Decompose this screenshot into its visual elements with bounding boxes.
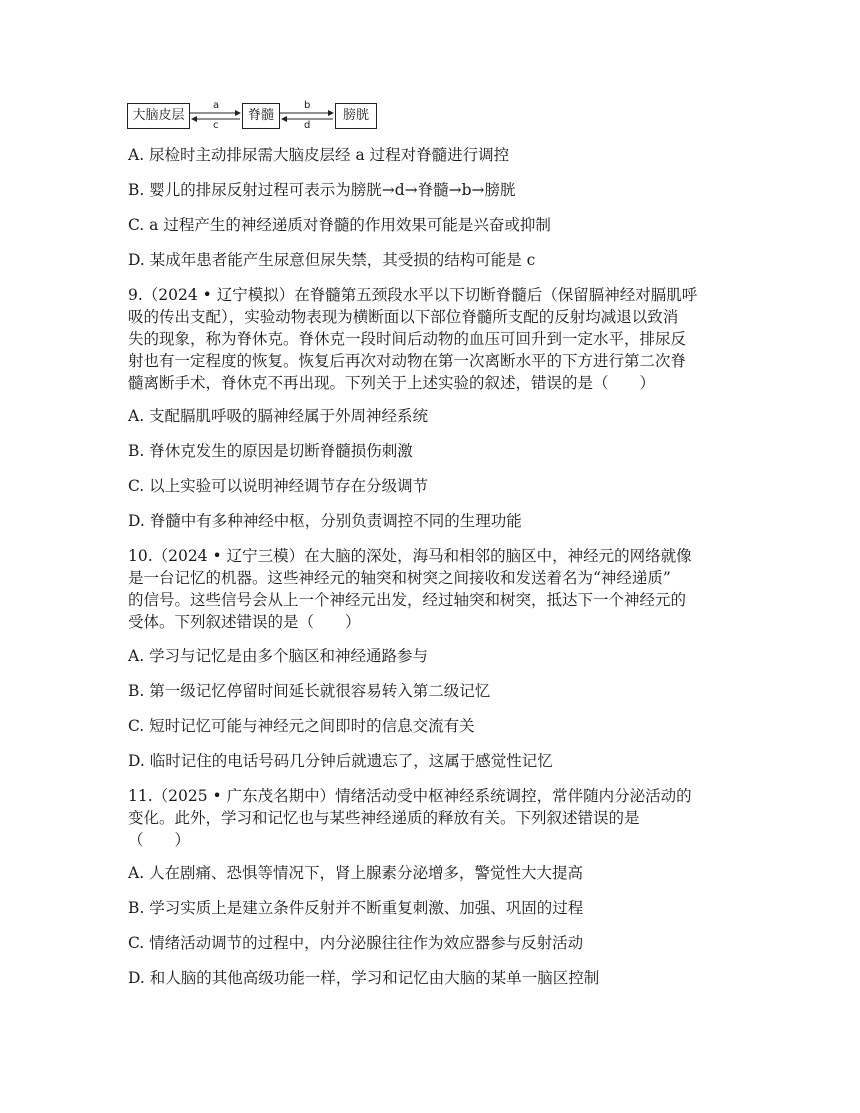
- q11-option-d: D. 和人脑的其他高级功能一样，学习和记忆由大脑的某单一脑区控制: [128, 969, 600, 987]
- q11-option-c: C. 情绪活动调节的过程中，内分泌腺往往作为效应器参与反射活动: [128, 934, 584, 952]
- box-cerebral-cortex: 大脑皮层: [127, 103, 190, 129]
- q9-stem-line: 射也有一定程度的恢复。恢复后再次对动物在第一次离断水平的下方进行第二次脊: [128, 352, 687, 370]
- arrow-lines: [127, 100, 377, 131]
- q11-stem-line: 变化。此外，学习和记忆也与某些神经递质的释放有关。下列叙述错误的是: [128, 809, 640, 827]
- q10-option-c: C. 短时记忆可能与神经元之间即时的信息交流有关: [128, 717, 475, 735]
- q11-stem-line: 11.（2025 • 广东茂名期中）情绪活动受中枢神经系统调控，常伴随内分泌活动的: [128, 787, 692, 805]
- q10-stem-line: 10.（2024 • 辽宁三模）在大脑的深处，海马和相邻的脑区中，神经元的网络就像: [128, 547, 692, 565]
- q9-option-c: C. 以上实验可以说明神经调节存在分级调节: [128, 477, 429, 495]
- q9-option-d: D. 脊髓中有多种神经中枢，分别负责调控不同的生理功能: [128, 512, 522, 530]
- q11-option-b: B. 学习实质上是建立条件反射并不断重复刺激、加强、巩固的过程: [128, 899, 584, 917]
- reflex-pathway-diagram: [127, 100, 377, 131]
- q9-stem-line: 失的现象，称为脊休克。脊休克一段时间后动物的血压可回升到一定水平，排尿反: [128, 330, 687, 348]
- q8-option-a: A. 尿检时主动排尿需大脑皮层经 a 过程对脊髓进行调控: [128, 146, 510, 164]
- q10-option-b: B. 第一级记忆停留时间延长就很容易转入第二级记忆: [128, 682, 491, 700]
- q9-option-a: A. 支配膈肌呼吸的膈神经属于外周神经系统: [128, 407, 429, 425]
- q10-option-a: A. 学习与记忆是由多个脑区和神经通路参与: [128, 647, 429, 665]
- label-b: b: [304, 100, 311, 111]
- q10-stem-line: 受体。下列叙述错误的是（ ）: [128, 613, 361, 631]
- q8-option-b: B. 婴儿的排尿反射过程可表示为膀胱→d→脊髓→b→膀胱: [128, 181, 516, 199]
- box-spinal-cord: 脊髓: [242, 103, 280, 129]
- q10-stem-line: 的信号。这些信号会从上一个神经元出发，经过轴突和树突，抵达下一个神经元的: [128, 591, 687, 609]
- q9-stem-line: 9.（2024 • 辽宁模拟）在脊髓第五颈段水平以下切断脊髓后（保留膈神经对膈肌呼: [128, 286, 698, 304]
- q8-option-c: C. a 过程产生的神经递质对脊髓的作用效果可能是兴奋或抑制: [128, 216, 551, 234]
- q11-stem-line: （ ）: [128, 831, 191, 849]
- q9-stem-line: 髓离断手术，脊休克不再出现。下列关于上述实验的叙述，错误的是（ ）: [128, 374, 656, 392]
- box-bladder: 膀胱: [335, 103, 377, 129]
- label-a: a: [213, 100, 220, 111]
- q9-option-b: B. 脊休克发生的原因是切断脊髓损伤刺激: [128, 442, 413, 460]
- q8-option-d: D. 某成年患者能产生尿意但尿失禁，其受损的结构可能是 c: [128, 251, 536, 269]
- q9-stem-line: 吸的传出支配），实验动物表现为横断面以下部位脊髓所支配的反射均减退以致消: [128, 308, 679, 326]
- label-d: d: [304, 120, 311, 131]
- q10-stem-line: 是一台记忆的机器。这些神经元的轴突和树突之间接收和发送着名为“神经递质”: [128, 569, 671, 587]
- label-c: c: [213, 120, 219, 131]
- q11-option-a: A. 人在剧痛、恐惧等情况下，肾上腺素分泌增多，警觉性大大提高: [128, 864, 584, 882]
- q10-option-d: D. 临时记住的电话号码几分钟后就遗忘了，这属于感觉性记忆: [128, 752, 553, 770]
